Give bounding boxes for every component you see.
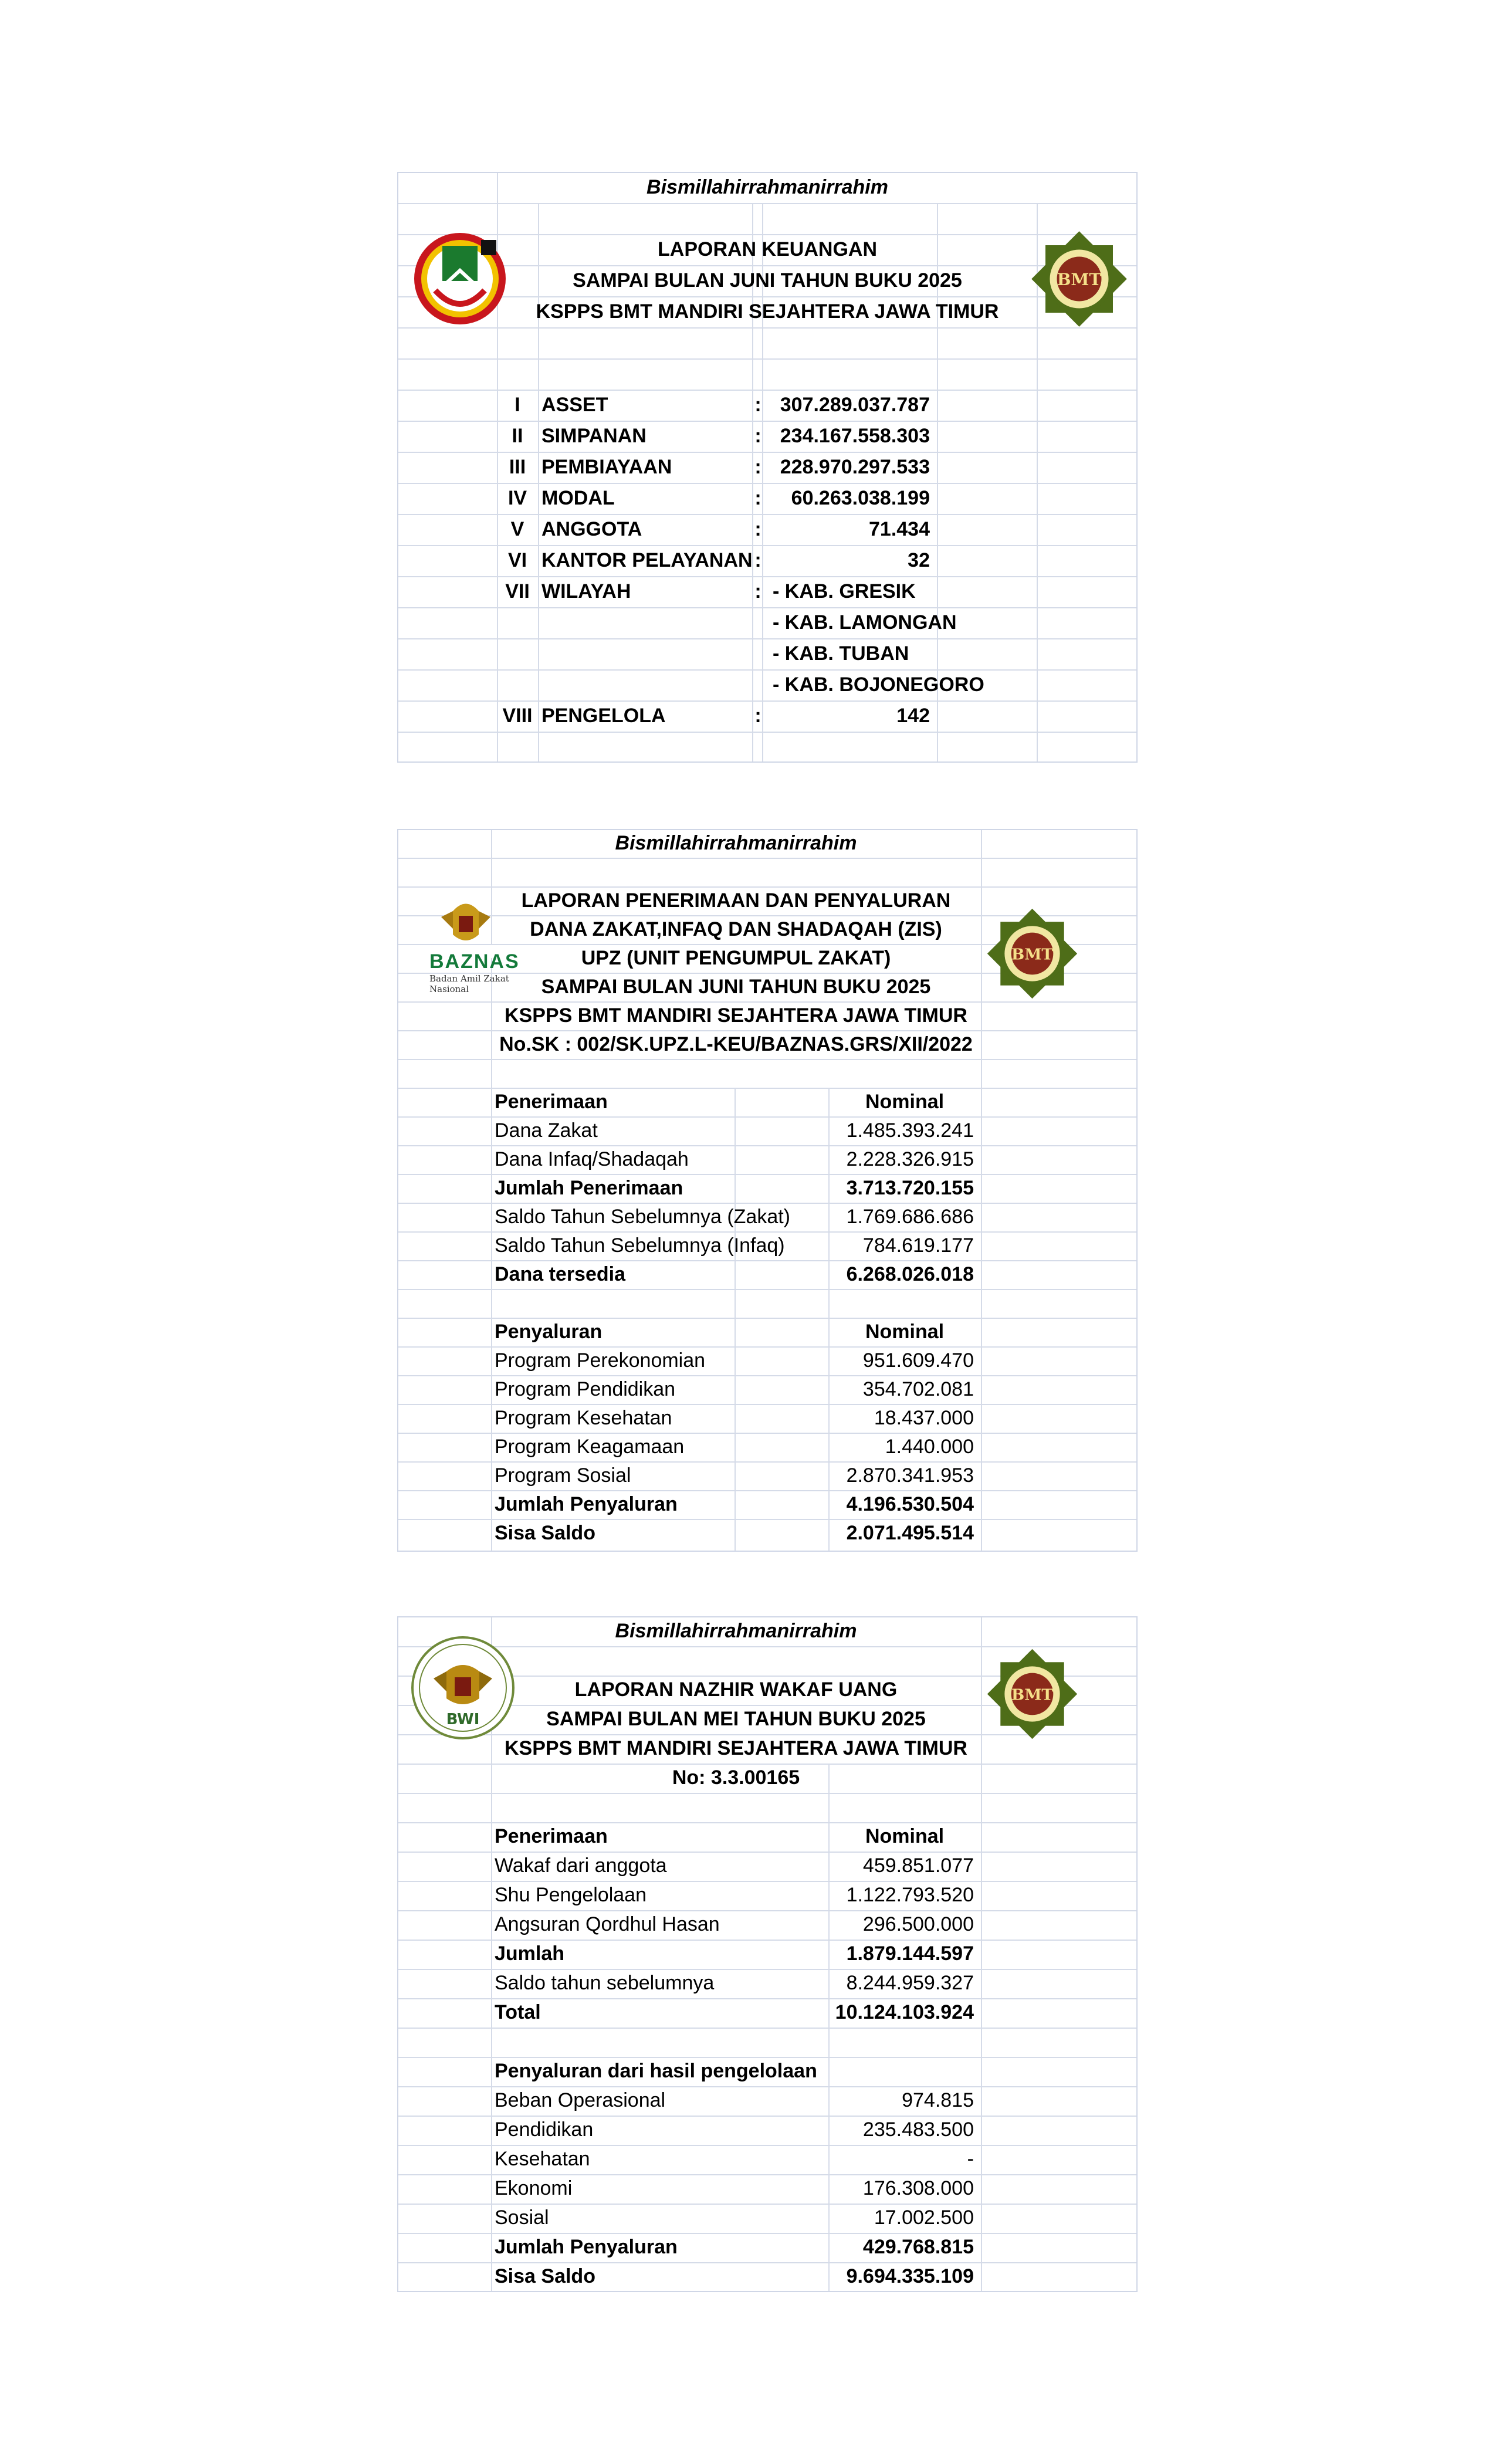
- row-number: IV: [507, 487, 527, 509]
- penerimaan-label: Shu Pengelolaan: [495, 1884, 647, 1906]
- row-number: I: [515, 394, 520, 416]
- wilayah-item: - KAB. BOJONEGORO: [773, 673, 984, 696]
- report-title-line: DANA ZAKAT,INFAQ DAN SHADAQAH (ZIS): [530, 918, 942, 940]
- baznas-logo-text: BAZNAS: [429, 950, 520, 973]
- report-institution: KSPPS BMT MANDIRI SEJAHTERA JAWA TIMUR: [505, 1737, 967, 1759]
- penerimaan-value: 1.122.793.520: [846, 1884, 974, 1906]
- row-value-pembiayaan: 228.970.297.533: [780, 456, 930, 478]
- jumlah-penyaluran-value: 4.196.530.504: [846, 1493, 974, 1515]
- bismillah: Bismillahirrahmanirrahim: [647, 176, 888, 198]
- row-label-modal: MODAL: [541, 487, 615, 509]
- penyaluran-label: Pendidikan: [495, 2118, 594, 2141]
- penyaluran-value: 354.702.081: [862, 1378, 974, 1400]
- penyaluran-value: 235.483.500: [862, 2118, 974, 2141]
- penerimaan-value: 1.769.686.686: [846, 1206, 974, 1228]
- row-number: V: [510, 518, 524, 540]
- penyaluran-header: Penyaluran: [495, 1321, 603, 1343]
- penyaluran-label: Program Pendidikan: [495, 1378, 676, 1400]
- penyaluran-label: Program Sosial: [495, 1464, 631, 1487]
- row-separator: :: [754, 705, 761, 727]
- penerimaan-label: Saldo Tahun Sebelumnya (Infaq): [495, 1234, 785, 1257]
- laporan-keuangan-sheet: [397, 172, 1138, 763]
- nominal-header: Nominal: [865, 1825, 945, 1847]
- penerimaan-label: Dana Zakat: [495, 1119, 598, 1142]
- wilayah-item: - KAB. GRESIK: [773, 580, 916, 603]
- wilayah-item: - KAB. TUBAN: [773, 642, 909, 665]
- svg-text:BMT: BMT: [1011, 945, 1054, 964]
- report-period: SAMPAI BULAN JUNI TAHUN BUKU 2025: [573, 269, 962, 292]
- penyaluran-value: 18.437.000: [874, 1407, 974, 1429]
- row-label-simpanan: SIMPANAN: [541, 425, 647, 447]
- penyaluran-label: Kesehatan: [495, 2148, 590, 2170]
- row-separator: :: [754, 425, 761, 447]
- sisa-saldo-value: 9.694.335.109: [846, 2265, 974, 2287]
- svg-text:BMT: BMT: [1057, 270, 1102, 289]
- bmt-logo: [1028, 228, 1131, 330]
- row-label-asset: ASSET: [541, 394, 608, 416]
- row-number: VI: [507, 549, 527, 571]
- report-title-line: LAPORAN PENERIMAAN DAN PENYALURAN: [521, 889, 951, 912]
- penyaluran-value: -: [967, 2148, 974, 2170]
- penyaluran-value: 974.815: [902, 2089, 974, 2111]
- penyaluran-label: Ekonomi: [495, 2177, 573, 2199]
- row-number: VIII: [502, 705, 533, 727]
- penyaluran-value: 17.002.500: [874, 2206, 974, 2229]
- row-label-anggota: ANGGOTA: [541, 518, 642, 540]
- laporan-zis-sheet: [397, 829, 1138, 1552]
- report-period: SAMPAI BULAN MEI TAHUN BUKU 2025: [546, 1708, 926, 1730]
- penyaluran-label: Program Kesehatan: [495, 1407, 672, 1429]
- row-value-simpanan: 234.167.558.303: [780, 425, 930, 447]
- row-value-kantor: 32: [908, 549, 930, 571]
- jumlah-value: 1.879.144.597: [846, 1942, 974, 1965]
- report-institution: KSPPS BMT MANDIRI SEJAHTERA JAWA TIMUR: [505, 1004, 967, 1027]
- baznas-logo-subtext: Badan Amil Zakat Nasional: [429, 973, 509, 994]
- baznas-logo: [429, 893, 547, 994]
- penyaluran-label: Beban Operasional: [495, 2089, 666, 2111]
- jumlah-penyaluran-value: 429.768.815: [862, 2236, 974, 2258]
- penerimaan-header: Penerimaan: [495, 1825, 608, 1847]
- bwi-logo: [410, 1635, 516, 1741]
- wilayah-item: - KAB. LAMONGAN: [773, 611, 957, 634]
- koperasi-logo: [412, 229, 509, 328]
- penerimaan-label: Dana Infaq/Shadaqah: [495, 1148, 689, 1170]
- bmt-logo: [984, 905, 1081, 1002]
- nominal-header: Nominal: [865, 1321, 945, 1343]
- dana-tersedia-label: Dana tersedia: [495, 1263, 625, 1285]
- laporan-wakaf-sheet: [397, 1616, 1138, 2292]
- penerimaan-value: 459.851.077: [862, 1854, 974, 1877]
- report-number: No: 3.3.00165: [672, 1766, 800, 1789]
- row-separator: :: [754, 394, 761, 416]
- jumlah-penyaluran-label: Jumlah Penyaluran: [495, 1493, 678, 1515]
- penerimaan-value: 2.228.326.915: [846, 1148, 974, 1170]
- row-number: VII: [505, 580, 530, 603]
- penerimaan-label: Saldo Tahun Sebelumnya (Zakat): [495, 1206, 791, 1228]
- row-separator: :: [754, 487, 761, 509]
- row-label-kantor: KANTOR PELAYANAN: [541, 549, 753, 571]
- penyaluran-label: Sosial: [495, 2206, 549, 2229]
- report-title-line: UPZ (UNIT PENGUMPUL ZAKAT): [581, 947, 891, 969]
- nominal-header: Nominal: [865, 1091, 945, 1113]
- penyaluran-label: Program Perekonomian: [495, 1349, 706, 1372]
- penerimaan-label: Saldo tahun sebelumnya: [495, 1972, 715, 1994]
- penerimaan-header: Penerimaan: [495, 1091, 608, 1113]
- row-label-wilayah: WILAYAH: [541, 580, 631, 603]
- penyaluran-value: 2.870.341.953: [846, 1464, 974, 1487]
- row-value-pengelola: 142: [896, 705, 930, 727]
- row-label-pembiayaan: PEMBIAYAAN: [541, 456, 672, 478]
- row-number: II: [512, 425, 523, 447]
- report-sk-number: No.SK : 002/SK.UPZ.L-KEU/BAZNAS.GRS/XII/2022: [499, 1033, 973, 1055]
- penerimaan-value: 784.619.177: [862, 1234, 974, 1257]
- sisa-saldo-value: 2.071.495.514: [846, 1522, 974, 1544]
- report-period: SAMPAI BULAN JUNI TAHUN BUKU 2025: [541, 976, 931, 998]
- penyaluran-header: Penyaluran dari hasil pengelolaan: [495, 2060, 817, 2082]
- report-title: LAPORAN NAZHIR WAKAF UANG: [574, 1678, 898, 1701]
- total-label: Total: [495, 2001, 541, 2023]
- svg-text:BMT: BMT: [1011, 1685, 1054, 1704]
- sisa-saldo-label: Sisa Saldo: [495, 1522, 595, 1544]
- bismillah: Bismillahirrahmanirrahim: [615, 1620, 857, 1642]
- row-value-asset: 307.289.037.787: [780, 394, 930, 416]
- dana-tersedia-value: 6.268.026.018: [846, 1263, 974, 1285]
- bismillah: Bismillahirrahmanirrahim: [615, 832, 857, 854]
- row-value-anggota: 71.434: [869, 518, 930, 540]
- bmt-logo: [984, 1646, 1081, 1742]
- penyaluran-value: 951.609.470: [862, 1349, 974, 1372]
- row-separator: :: [754, 456, 761, 478]
- penerimaan-label: Angsuran Qordhul Hasan: [495, 1913, 720, 1935]
- penyaluran-value: 1.440.000: [885, 1436, 974, 1458]
- report-title: LAPORAN KEUANGAN: [658, 238, 877, 260]
- svg-text:BWI: BWI: [446, 1711, 480, 1728]
- row-value-modal: 60.263.038.199: [791, 487, 930, 509]
- penerimaan-value: 296.500.000: [862, 1913, 974, 1935]
- row-separator: :: [754, 580, 761, 603]
- penerimaan-value: 8.244.959.327: [846, 1972, 974, 1994]
- row-separator: :: [754, 549, 761, 571]
- jumlah-label: Jumlah: [495, 1942, 565, 1965]
- sisa-saldo-label: Sisa Saldo: [495, 2265, 595, 2287]
- jumlah-penerimaan-value: 3.713.720.155: [846, 1177, 974, 1199]
- penyaluran-label: Program Keagamaan: [495, 1436, 685, 1458]
- jumlah-penerimaan-label: Jumlah Penerimaan: [495, 1177, 683, 1199]
- total-value: 10.124.103.924: [835, 2001, 974, 2023]
- penyaluran-value: 176.308.000: [862, 2177, 974, 2199]
- penerimaan-label: Wakaf dari anggota: [495, 1854, 667, 1877]
- report-institution: KSPPS BMT MANDIRI SEJAHTERA JAWA TIMUR: [536, 300, 999, 323]
- row-number: III: [509, 456, 526, 478]
- row-label-pengelola: PENGELOLA: [541, 705, 666, 727]
- row-separator: :: [754, 518, 761, 540]
- penerimaan-value: 1.485.393.241: [846, 1119, 974, 1142]
- jumlah-penyaluran-label: Jumlah Penyaluran: [495, 2236, 678, 2258]
